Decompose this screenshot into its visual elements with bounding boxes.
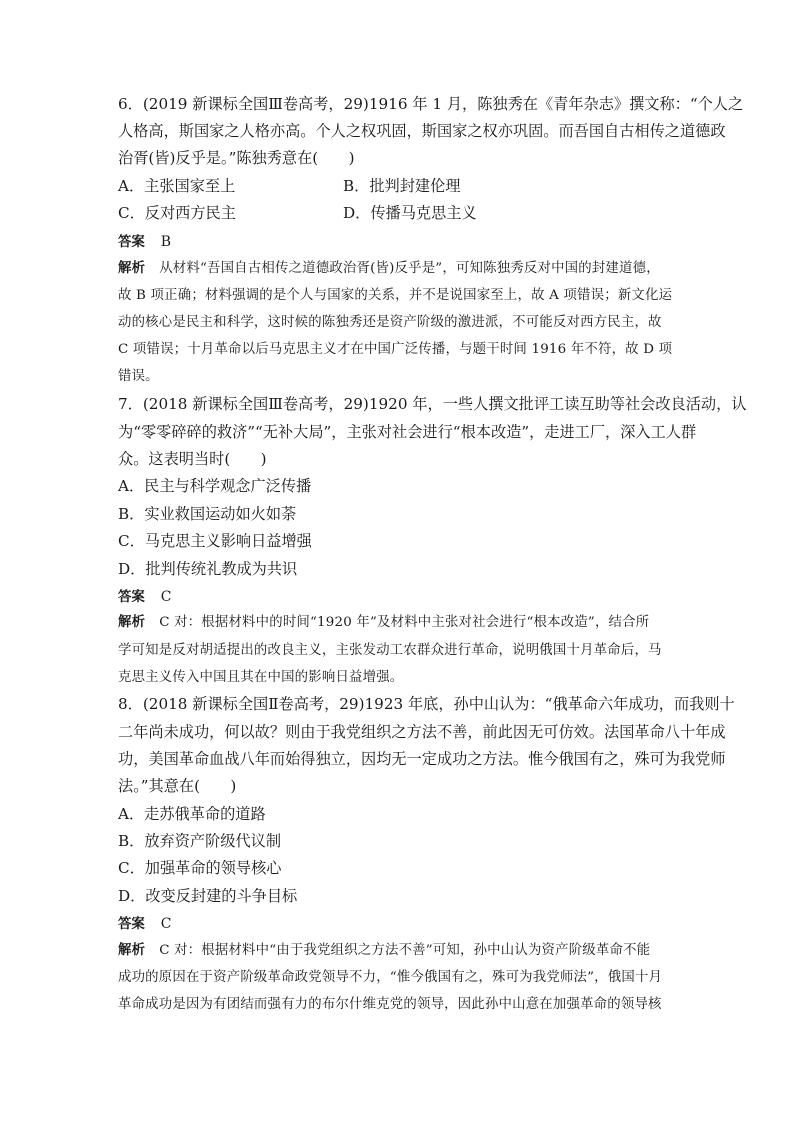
question-7-option-d: D．批判传统礼教成为共识	[118, 560, 298, 578]
answer-value: C	[160, 589, 172, 605]
question-7-stem-line: 7．(2018 新课标全国Ⅲ卷高考，29)1920 年，一些人撰文批评工读互助等社会改良活动，认	[118, 395, 747, 413]
analysis-text: 从材料“吾国自古相传之道德政治胥(皆)反乎是”，可知陈独秀反对中国的封建道德，	[159, 261, 660, 276]
question-7-stem-line: 众。这表明当时( )	[118, 450, 267, 468]
analysis-text: C 对：根据材料中的时间“1920 年”及材料中主张对社会进行“根本改造”，结合所	[159, 615, 650, 630]
question-8-analysis-line	[118, 941, 650, 961]
question-6-analysis-line: 错误。	[118, 369, 159, 384]
question-8-analysis-line: 成功的原因在于资产阶级革命政党领导不力，“惟今俄国有之，殊可为我党师法”，俄国十月	[118, 970, 663, 985]
question-6-answer	[118, 231, 171, 253]
question-8-stem-line: 法。”其意在( )	[118, 777, 237, 795]
analysis-label: 解析	[118, 261, 146, 276]
question-7-analysis-line	[118, 613, 649, 633]
analysis-text: C 对：根据材料中“由于我党组织之方法不善”可知，孙中山认为资产阶级革命不能	[159, 943, 651, 958]
question-7-analysis-line: 学可知是反对胡适提出的改良主义，主张发动工农群众进行革命，说明俄国十月革命后，马	[118, 643, 662, 658]
question-8-stem-line: 二年尚未成功，何以故？则由于我党组织之方法不善，前此因无可仿效。法国革命八十年成	[118, 723, 726, 741]
question-7-option-a: A．民主与科学观念广泛传播	[118, 477, 312, 495]
analysis-label: 解析	[118, 943, 146, 958]
question-7-option-b: B．实业救国运动如火如荼	[118, 505, 297, 523]
question-8-stem-line: 8．(2018 新课标全国Ⅱ卷高考，29)1923 年底，孙中山认为：“俄革命六年成功，而我则十	[118, 695, 735, 713]
answer-label: 答案	[118, 235, 145, 250]
question-6-stem-line: 6．(2019 新课标全国Ⅲ卷高考，29)1916 年 1 月，陈独秀在《青年杂志》撰文称：“个人之	[118, 95, 744, 113]
question-6-analysis-line: 故 B 项正确；材料强调的是个人与国家的关系，并不是说国家至上，故 A 项错误；新文化运	[118, 288, 673, 303]
question-6-analysis-line: C 项错误；十月革命以后马克思主义才在中国广泛传播，与题干时间 1916 年不符，故 D 项	[118, 342, 673, 357]
answer-value: B	[160, 234, 172, 250]
answer-label: 答案	[118, 917, 145, 932]
answer-value: C	[160, 916, 172, 932]
question-8-option-c: C．加强革命的领导核心	[118, 859, 282, 877]
question-7-analysis-line: 克思主义传入中国且其在中国的影响日益增强。	[118, 670, 404, 685]
question-8-option-b: B．放弃资产阶级代议制	[118, 832, 282, 850]
question-6-analysis-line: 动的核心是民主和科学，这时候的陈独秀还是资产阶级的激进派，不可能反对西方民主，故	[118, 315, 662, 330]
question-8-stem-line: 功，美国革命血战八年而始得独立，因均无一定成功之方法。惟今俄国有之，殊可为我党师	[118, 750, 726, 768]
question-6-analysis-line	[118, 259, 660, 279]
question-6-option-b: B．批判封建伦理	[343, 177, 461, 195]
question-8-analysis-line: 革命成功是因为有团结而强有力的布尔什维克党的领导，因此孙中山意在加强革命的领导核	[118, 997, 662, 1012]
question-8-answer	[118, 913, 172, 935]
question-8-option-a: A．走苏俄革命的道路	[118, 805, 266, 823]
analysis-label: 解析	[118, 615, 146, 630]
question-7-stem-line: 为“零零碎碎的救济”“无补大局”，主张对社会进行“根本改造”，走进工厂，深入工人群	[118, 423, 697, 441]
question-7-answer	[118, 586, 172, 608]
question-6-option-a: A．主张国家至上	[118, 177, 236, 195]
question-6-stem-line: 治胥(皆)反乎是。”陈独秀意在( )	[118, 149, 355, 167]
answer-label: 答案	[118, 590, 145, 605]
question-6-option-c: C．反对西方民主	[118, 204, 236, 222]
question-8-option-d: D．改变反封建的斗争目标	[118, 887, 298, 905]
question-7-option-c: C．马克思主义影响日益增强	[118, 532, 312, 550]
question-6-option-d: D．传播马克思主义	[343, 204, 477, 222]
question-6-stem-line: 人格高，斯国家之人格亦高。个人之权巩固，斯国家之权亦巩固。而吾国自古相传之道德政	[118, 122, 726, 140]
